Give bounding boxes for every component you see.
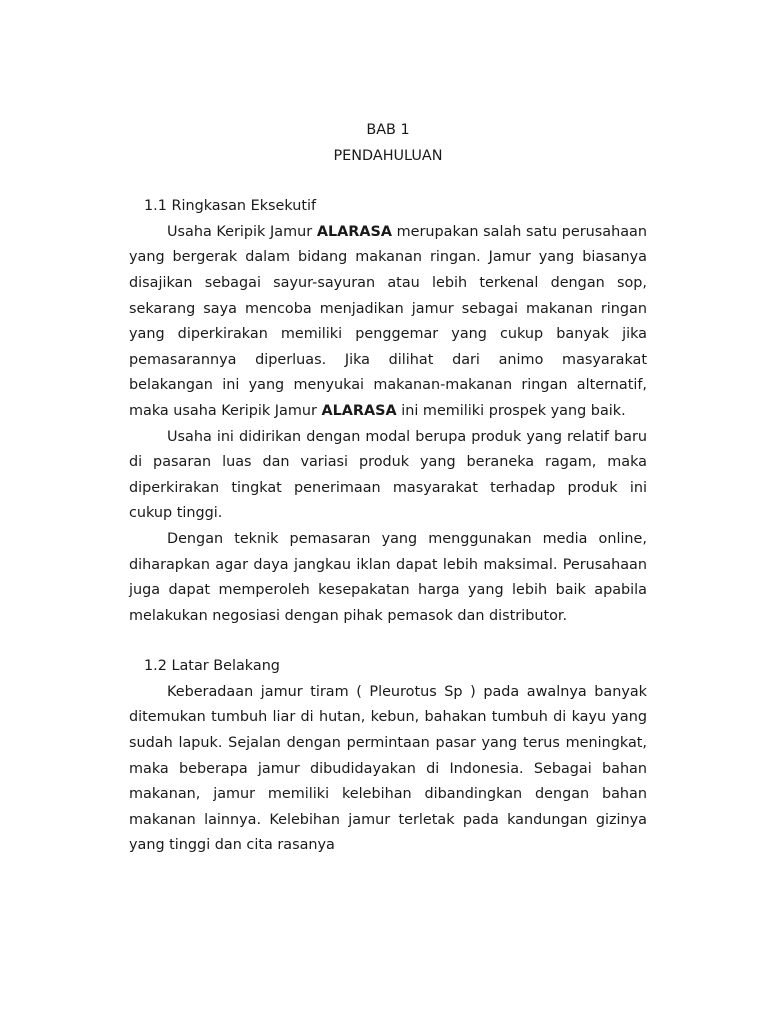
page-content bbox=[129, 118, 647, 859]
text-run: Usaha Keripik Jamur bbox=[167, 223, 317, 240]
chapter-number: BAB 1 bbox=[366, 122, 410, 138]
paragraph-latar-belakang-1: Keberadaan jamur tiram ( Pleurotus Sp ) pada awalnya banyak ditemukan tumbuh liar di hutan, kebun, bahakan tumbuh di kayu yang sudah lapuk. Sejalan dengan permintaan pasar yang terus meningkat, maka beberapa jamur dibudidayakan di Indonesia. Sebagai bahan makanan, jamur memiliki kelebihan dibandingkan dengan bahan makanan lainnya. Kelebihan jamur terletak pada kandungan gizinya yang tinggi dan cita rasanya bbox=[129, 683, 647, 854]
paragraph-ringkasan-3: Dengan teknik pemasaran yang menggunakan media online, diharapkan agar daya jangkau iklan dapat lebih maksimal. Perusahaan juga dapat memperoleh kesepakatan harga yang lebih baik apabila melakukan negosiasi dengan pihak pemasok dan distributor. bbox=[129, 530, 647, 624]
brand-name: ALARASA bbox=[316, 223, 392, 240]
chapter-title: PENDAHULUAN bbox=[333, 147, 443, 164]
text-run: merupakan salah satu perusahaan yang bergerak dalam bidang makanan ringan. Jamur yang biasanya disajikan sebagai sayur-sayuran atau lebih terkenal dengan sop, sekarang saya mencoba menjadikan jamur sebagai makanan ringan yang diperkirakan memiliki penggemar yang cukup banyak jika pemasarannya diperluas. Jika dilihat dari animo masyarakat belakangan ini yang menyukai makanan-makanan ringan alternatif, maka usaha Keripik Jamur bbox=[129, 223, 648, 419]
paragraph-ringkasan-1 bbox=[129, 220, 647, 425]
section-heading-ringkasan: 1.1 Ringkasan Eksekutif bbox=[144, 198, 317, 215]
paragraph-ringkasan-2: Usaha ini didirikan dengan modal berupa produk yang relatif baru di pasaran luas dan variasi produk yang beraneka ragam, maka diperkirakan tingkat penerimaan masyarakat terhadap produk ini cukup tinggi. bbox=[129, 428, 647, 522]
brand-name: ALARASA bbox=[321, 402, 397, 419]
section-heading-latar-belakang: 1.2 Latar Belakang bbox=[144, 658, 280, 675]
text-run: ini memiliki prospek yang baik. bbox=[396, 402, 626, 419]
